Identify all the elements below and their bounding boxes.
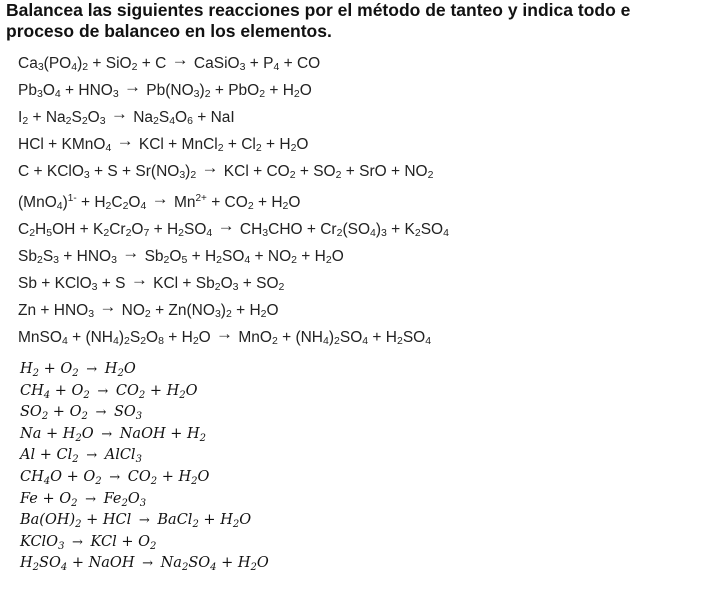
math-equation: KClO$_3$ → KCl + $O_2$: [20, 533, 157, 552]
math-equation: $Ba(OH)_2$ + HCl → BaCl$_2$ + $H_2O$: [20, 512, 252, 531]
math-equation: $Na + H_2O$ → NaOH + $H_2$: [20, 425, 207, 444]
math-equation: $H_2 + O_2 \to H_2O$: [20, 361, 136, 379]
chemical-equation: $Sb_2S_3 + HNO_3 \to Sb_2O_5 + H_2SO_4 + NO_2 + H_2O$: [18, 243, 344, 266]
chemical-equation: $Ca_3(PO_4)_2 + SiO_2 + C$ → CaSiO$_3$ + $P_4$ + CO: [18, 50, 321, 73]
heading-line-1: Balancea las siguientes reacciones por el método de tanteo y indica todo e: [6, 0, 631, 20]
chemical-equation: $Zn + HNO_3 \to NO_2 + Zn(NO_3)_2 + H_2O$: [18, 297, 279, 320]
math-equation: $SO_2 + O_2 \to SO_3$: [20, 404, 143, 423]
chemical-equation: $(MnO_4)^{1-} + H_2C_2O_4 \to Mn^{2+} + CO_2 + H_2O$: [18, 189, 301, 212]
math-equation: $Fe + O_2 \to Fe_2O_3$: [20, 490, 147, 509]
chemical-equation: $C_2H_5OH + K_2Cr_2O_7 + H_2SO_4 \to CH_3CHO + Cr_2(SO_4)_3 + K_2SO_4$: [18, 216, 449, 239]
chemical-equation: Sb + KClO$_3$ + S → KCl + $Sb_2O_3 + SO_2$: [18, 270, 285, 293]
math-equation: $CH_4O + O_2 \to CO_2 + H_2O$: [20, 469, 210, 487]
heading-line-2: proceso de balanceo en los elementos.: [6, 21, 332, 41]
chemical-equation: C + KClO$_3$ + $S + Sr(NO_3)_2$ → KCl + $CO_2 + SO_2$ + SrO + $NO_2$: [18, 158, 434, 181]
math-equation: $Al + Cl_2$ → AlCl$_3$: [20, 447, 142, 466]
math-equation: $CH_4 + O_2 \to CO_2 + H_2O$: [20, 382, 198, 401]
chemical-equation: HCl + KMnO$_4$ → KCl + MnCl$_2$ + $Cl_2 + H_2O$: [18, 131, 309, 154]
chemical-equation: $I_2 + Na_2S_2O_3 \to Na_2S_4O_6$ + NaI: [18, 104, 235, 127]
instructions-heading: [6, 0, 707, 42]
math-equation: $H_2SO_4$ + NaOH → $Na_2SO_4 + H_2O$: [20, 555, 269, 574]
chemical-equation: MnSO$_4$ + $(NH_4)_2S_2O_8 + H_2O \to MnO_2 + (NH_4)_2SO_4 + H_2SO_4$: [18, 324, 432, 347]
chemical-equation: $Pb_3O_4 + HNO_3 \to Pb(NO_3)_2 + PbO_2 + H_2O$: [18, 77, 312, 100]
